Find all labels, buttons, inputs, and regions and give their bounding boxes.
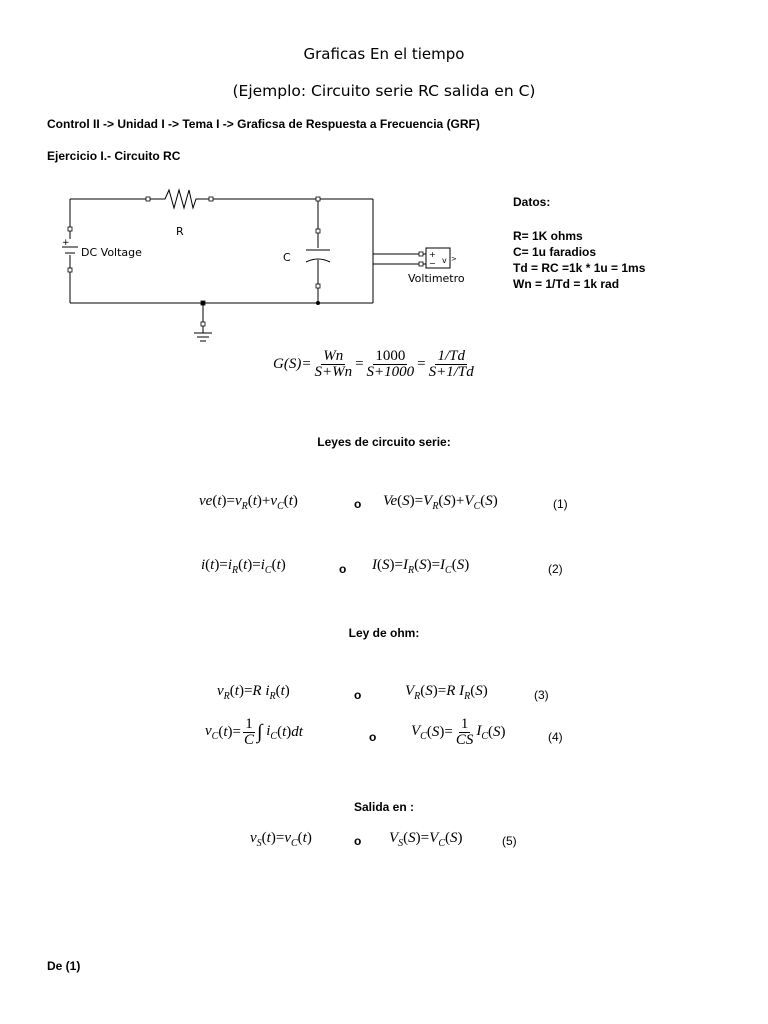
transfer-function: G(S)= $\frac{Wn}{S+Wn}$ = $\frac{1000}{S+1000}$ = $\frac{1/Td}{S+1/Td}$ (273, 348, 474, 380)
section-leyes: Leyes de circuito serie: (317, 435, 451, 449)
equation-5-connector: o (354, 834, 362, 848)
equation-4-connector: o (369, 730, 377, 744)
svg-text:+: + (62, 238, 70, 248)
svg-text:−: − (429, 259, 436, 268)
equation-5-number: (5) (502, 834, 517, 848)
section-ohm: Ley de ohm: (348, 626, 420, 640)
rc-circuit-diagram (0, 0, 768, 360)
page-title: Graficas En el tiempo (303, 45, 465, 63)
section-salida: Salida en : (353, 800, 415, 814)
equation-2-laplace: $I(S)=I_R(S)=I_C(S)$ (372, 557, 470, 576)
capacitor-label: C (283, 251, 291, 264)
equation-4-laplace: $V_C$ ( S )= $\frac{1}{CS}$ $I_C$ ( S ) (411, 716, 506, 748)
equation-3-connector: o (354, 688, 362, 702)
equation-1-laplace: $Ve(S)=V_R(S)+V_C(S)$ (383, 493, 498, 512)
footer-de-1: De (1) (47, 959, 81, 973)
resistor-symbol (150, 190, 210, 208)
equation-2-number: (2) (548, 562, 563, 576)
eq4-laplace-frac-den: CS (455, 732, 474, 748)
tf-frac2-den: S+1000 (366, 364, 415, 380)
equation-5-time: $v_S(t)=v_C(t)$ (250, 830, 312, 849)
equation-2-time: $i(t)=i_R(t)=i_C(t)$ (201, 557, 286, 576)
tf-frac2-num: 1000 (375, 348, 406, 364)
equation-1-number: (1) (553, 497, 568, 511)
eq4-laplace-frac-num: 1 (460, 716, 469, 732)
svg-text:>: > (451, 255, 457, 263)
voltmeter-label: Voltimetro (408, 272, 465, 285)
equation-3-laplace: $V_R(S)=R$ $I_R(S)$ (405, 683, 488, 702)
eq4-frac-num: 1 (245, 716, 253, 732)
exercise-heading: Ejercicio I.- Circuito RC (47, 149, 181, 163)
datos-line: C= 1u faradios (513, 245, 597, 259)
datos-line: Wn = 1/Td = 1k rad (513, 277, 620, 291)
tf-frac3-den: S+1/Td (428, 364, 474, 380)
equation-1-time: $ve(t)=v_R(t)+v_C(t)$ (199, 493, 298, 512)
tf-frac1-den: S+Wn (314, 364, 353, 380)
equation-4-number: (4) (548, 730, 563, 744)
equation-1-connector: o (354, 497, 362, 511)
page-subtitle: (Ejemplo: Circuito serie RC salida en C) (232, 82, 536, 100)
equation-3-number: (3) (534, 688, 549, 702)
breadcrumb: Control II -> Unidad I -> Tema I -> Graficsa de Respuesta a Frecuencia (GRF) (47, 117, 480, 131)
voltmeter-glyph: v (442, 256, 447, 265)
tf-frac1-num: Wn (323, 348, 344, 364)
tf-lhs: G(S)= (273, 356, 312, 372)
datos-panel (513, 194, 645, 292)
equation-2-connector: o (339, 562, 347, 576)
tf-frac3-num: 1/Td (437, 348, 465, 364)
eq4-frac-den: C (243, 732, 254, 748)
datos-line: Td = RC =1k * 1u = 1ms (513, 261, 646, 275)
source-label: DC Voltage (81, 246, 142, 259)
datos-title: Datos: (513, 195, 551, 209)
equation-3-time: $v_R(t)=R$ $i_R(t)$ (217, 683, 290, 702)
datos-line: R= 1K ohms (513, 229, 583, 243)
equation-4-time: $v_C$ ( t )= $\frac{1}{C}$ ∫ $i_C$ ( t ) dt (205, 716, 303, 748)
equation-5-laplace: $V_S(S)=V_C(S)$ (389, 830, 463, 849)
resistor-label: R (176, 225, 184, 238)
svg-text:+: + (429, 250, 436, 259)
